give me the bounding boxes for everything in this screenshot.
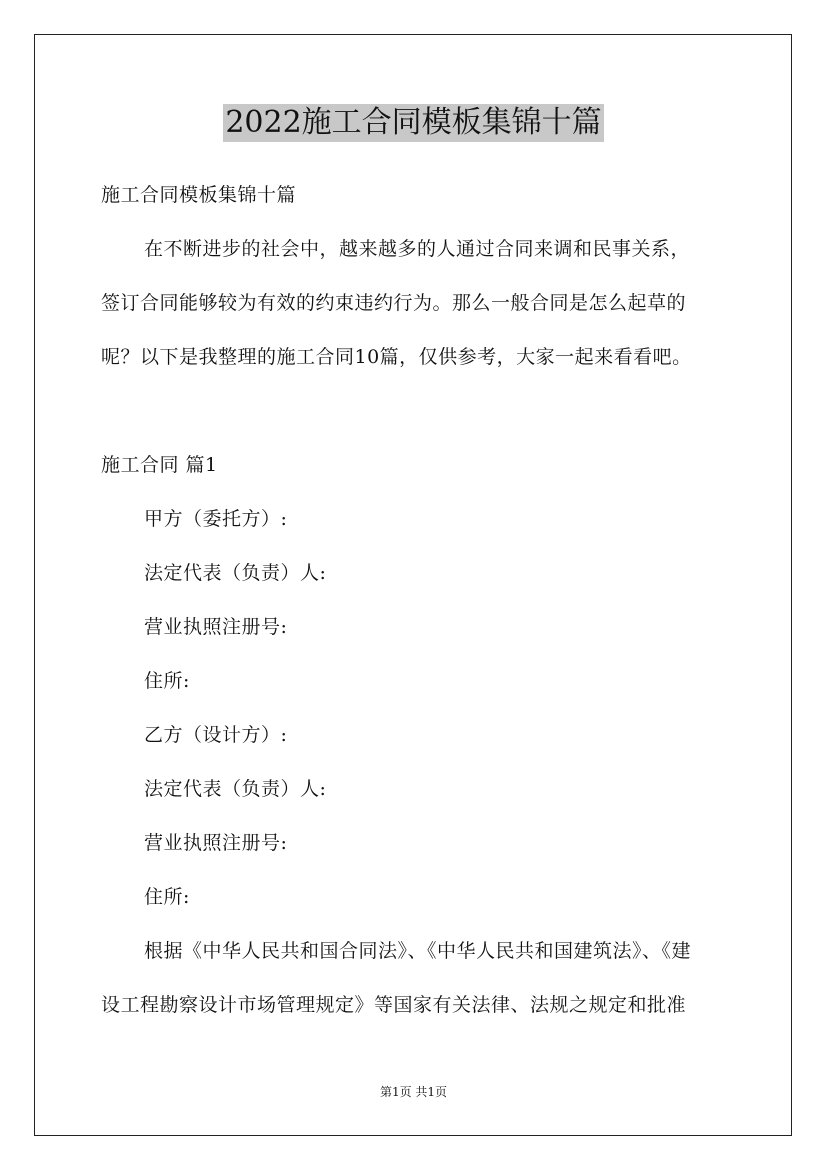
document-title-wrapper (0, 104, 827, 142)
intro-paragraph-line-2: 签订合同能够较为有效的约束违约行为。那么一般合同是怎么起草的 (101, 292, 687, 314)
intro-paragraph-line-3: 呢？以下是我整理的施工合同10篇，仅供参考，大家一起来看看吧。 (101, 346, 692, 368)
basis-paragraph-line-2: 设工程勘察设计市场管理规定》等国家有关法律、法规之规定和批准 (101, 994, 687, 1016)
party-a-representative: 法定代表（负责）人: (144, 562, 327, 584)
party-a-license: 营业执照注册号: (144, 616, 288, 638)
party-b-address: 住所: (144, 886, 190, 908)
party-a-address: 住所: (144, 670, 190, 692)
section-heading: 施工合同 篇1 (101, 454, 218, 476)
party-a-label: 甲方（委托方）: (144, 508, 288, 530)
page-footer: 第1页 共1页 (379, 1085, 448, 1099)
basis-paragraph-line-1: 根据《中华人民共和国合同法》、《中华人民共和国建筑法》、《建 (144, 940, 692, 962)
party-b-representative: 法定代表（负责）人: (144, 778, 327, 800)
intro-paragraph-line-1: 在不断进步的社会中，越来越多的人通过合同来调和民事关系， (144, 238, 691, 260)
party-b-label: 乙方（设计方）: (144, 724, 288, 746)
party-b-license: 营业执照注册号: (144, 832, 288, 854)
document-title: 2022施工合同模板集锦十篇 (225, 105, 602, 140)
document-subtitle: 施工合同模板集锦十篇 (101, 184, 297, 206)
